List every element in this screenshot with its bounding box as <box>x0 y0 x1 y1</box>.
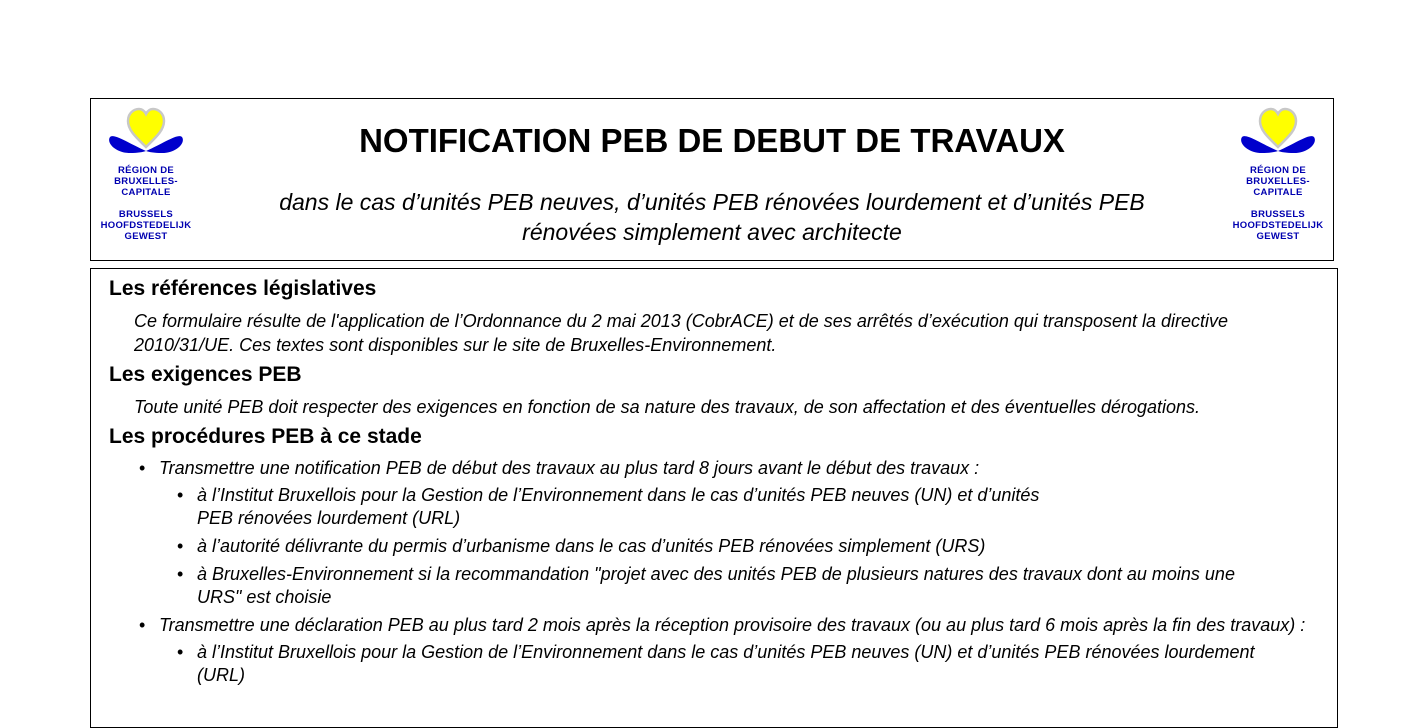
sub-item-text: à l’Institut Bruxellois pour la Gestion de l’Environnement dans le cas d’unités PEB neuves (UN) et d’unités PEB rénovées lourdement (URL) <box>197 642 1255 685</box>
document-title: NOTIFICATION PEB DE DEBUT DE TRAVAUX <box>359 122 1065 159</box>
section-heading-requirements: Les exigences PEB <box>109 363 302 386</box>
content-box <box>90 268 1338 728</box>
section-heading-legislation: Les références législatives <box>109 277 377 300</box>
list-item <box>139 614 1337 687</box>
bullet-icon: • <box>139 615 146 635</box>
procedure-text: Transmettre une déclaration PEB au plus tard 2 mois après la réception provisoire des travaux (ou au plus tard 6 mois après la fin des travaux) : <box>159 615 1306 635</box>
requirements-text: Toute unité PEB doit respecter des exigences en fonction de sa nature des travaux, de son affectation et des éventuelles dérogations. <box>134 397 1201 417</box>
list-item <box>139 457 1337 609</box>
document-subtitle: dans le cas d’unités PEB neuves, d’unités PEB rénovées lourdement et d’unités PEB rénovées simplement avec architecte <box>279 189 1145 245</box>
section-heading-procedures: Les procédures PEB à ce stade <box>109 425 422 448</box>
bullet-icon: • <box>177 536 184 556</box>
heart-logo-icon <box>108 107 184 157</box>
bullet-icon: • <box>177 642 184 662</box>
heart-logo-icon <box>1240 107 1316 157</box>
procedure-text: Transmettre une notification PEB de début des travaux au plus tard 8 jours avant le début des travaux : <box>159 458 980 478</box>
sub-item-text: à Bruxelles-Environnement si la recommandation "projet avec des unités PEB de plusieurs natures des travaux dont au moins une URS" est choisie <box>197 564 1235 607</box>
sub-list <box>159 641 1317 687</box>
bullet-icon: • <box>177 485 184 505</box>
list-item <box>177 641 1287 687</box>
region-name-nl: BRUSSELS HOOFDSTEDELIJK GEWEST <box>1232 209 1324 242</box>
procedures-list <box>109 457 1337 687</box>
region-logo <box>96 107 196 242</box>
header-box <box>90 98 1334 261</box>
region-name-fr: RÉGION DE BRUXELLES-CAPITALE <box>114 165 178 198</box>
bullet-icon: • <box>177 564 184 584</box>
region-logo <box>1228 107 1328 242</box>
region-name-nl: BRUSSELS HOOFDSTEDELIJK GEWEST <box>100 209 192 242</box>
region-name-fr: RÉGION DE BRUXELLES-CAPITALE <box>1246 165 1310 198</box>
legislation-text: Ce formulaire résulte de l'application de l’Ordonnance du 2 mai 2013 (CobrACE) et de ses arrêtés d’exécution qui transposent la directive 2010/31/UE. Ces textes sont disponibles sur le site de Bruxelles-Environnement. <box>134 311 1229 355</box>
sub-item-text: à l’autorité délivrante du permis d’urbanisme dans le cas d’unités PEB rénovées simplement (URS) <box>197 536 986 556</box>
list-item <box>177 563 1277 609</box>
list-item <box>177 484 1077 530</box>
sub-list <box>159 484 1317 609</box>
sub-item-text: à l’Institut Bruxellois pour la Gestion de l’Environnement dans le cas d’unités PEB neuves (UN) et d’unités PEB rénovées lourdement (URL) <box>197 485 1040 528</box>
list-item <box>177 535 1317 558</box>
bullet-icon: • <box>139 458 146 478</box>
